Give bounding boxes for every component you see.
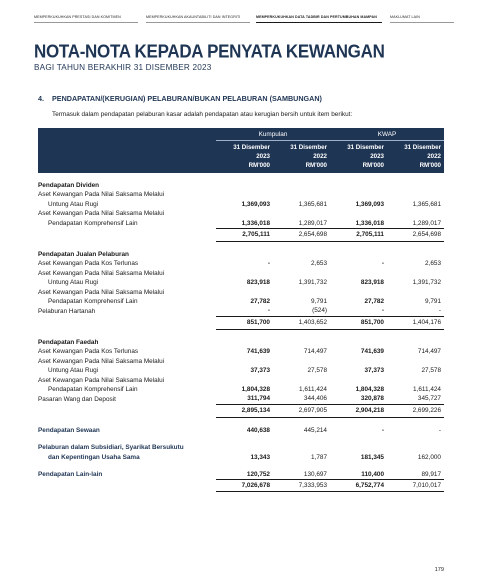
- row-label: Pendapatan Komprehensif Lain: [48, 385, 138, 393]
- table-row: [38, 453, 444, 462]
- header-blank: [38, 128, 216, 141]
- cell-value: 181,345: [360, 453, 384, 461]
- category-heading: Pendapatan Faedah: [38, 338, 99, 346]
- row-label: Aset Kewangan Pada Kos Terlunas: [38, 348, 139, 356]
- subtotal-value: 2,697,905: [273, 404, 330, 417]
- subtotal-value: 2,895,134: [216, 404, 273, 417]
- section-heading: [38, 94, 322, 103]
- category-heading: Pendapatan Lain-lain: [38, 471, 103, 479]
- nav-divider: [34, 22, 138, 23]
- subtotal-value: 2,699,226: [387, 404, 444, 417]
- row-label: Aset Kewangan Pada Nilai Saksama Melalui: [38, 210, 165, 218]
- nav-divider: [390, 22, 454, 23]
- nav-divider: [146, 22, 250, 23]
- financial-table-wrapper: [38, 128, 444, 492]
- col-header-date: 31 Disember: [330, 141, 387, 153]
- cell-value: 1,391,732: [412, 279, 441, 287]
- subtotal-row: [38, 316, 444, 329]
- cell-value: 1,369,093: [355, 200, 384, 208]
- cell-value: 1,289,017: [298, 219, 327, 227]
- table-row: [38, 209, 444, 218]
- cell-value: 9,791: [425, 298, 441, 306]
- nav-item-akauntabiliti[interactable]: MEMPERKUKUHKAN AKAUNTABILITI DAN INTEGRITI: [146, 15, 241, 19]
- subtotal-row: [38, 229, 444, 242]
- row-label: Untung Atau Rugi: [48, 200, 99, 208]
- cell-value: 1,611,424: [299, 385, 327, 393]
- cell-value: 1,369,093: [241, 200, 270, 208]
- subtotal-value: 851,700: [216, 316, 273, 329]
- table-row: [38, 200, 444, 209]
- cell-value: 120,752: [246, 470, 270, 478]
- cell-value: 714,497: [417, 348, 441, 356]
- col-header-unit: RM'000: [330, 161, 387, 173]
- cell-value: 162,000: [417, 453, 441, 461]
- table-row: [38, 219, 444, 229]
- subtotal-value: 851,700: [330, 316, 387, 329]
- col-header-date: 31 Disember: [387, 141, 444, 153]
- table-row: [38, 443, 444, 452]
- cell-value: 27,782: [364, 298, 384, 306]
- table-row: [38, 306, 444, 316]
- section-intro: Termasuk dalam pendapatan pelaburan kasar adalah pendapatan atau kerugian bersih untuk item berikut:: [52, 111, 353, 118]
- cell-value: 741,639: [246, 348, 270, 356]
- category-heading: dan Kepentingan Usaha Sama: [48, 453, 140, 461]
- section-title: PENDAPATAN/(KERUGIAN) PELABURAN/BUKAN PELABURAN (SAMBUNGAN): [52, 94, 322, 103]
- col-header-unit: RM'000: [387, 161, 444, 173]
- category-heading: Pendapatan Dividen: [38, 182, 100, 189]
- col-header-year: 2022: [273, 152, 330, 161]
- grand-total-row: [38, 480, 444, 492]
- row-label: Pendapatan Komprehensif Lain: [48, 219, 138, 227]
- table-row: [38, 426, 444, 435]
- table-row: [38, 357, 444, 366]
- cell-value: -: [381, 307, 384, 315]
- table-row: [38, 338, 444, 347]
- table-row: [38, 376, 444, 385]
- cell-value: 89,917: [421, 470, 441, 478]
- grand-total-value: 7,333,953: [273, 480, 330, 492]
- table-row: [38, 394, 444, 404]
- cell-value: 37,373: [250, 367, 270, 375]
- group-header-kumpulan: Kumpulan: [216, 128, 330, 141]
- col-header-unit: RM'000: [273, 161, 330, 173]
- row-label: Pelaburan Hartanah: [38, 307, 96, 315]
- cell-value: 1,611,424: [413, 385, 441, 393]
- subtotal-value: 1,404,176: [387, 316, 444, 329]
- table-header: [38, 128, 444, 173]
- cell-value: 440,638: [246, 426, 270, 434]
- cell-value: 37,373: [364, 367, 384, 375]
- subtotal-value: 2,705,111: [216, 229, 273, 242]
- table-row: [38, 259, 444, 268]
- cell-value: 1,804,328: [241, 385, 270, 393]
- nav-item-prestasi[interactable]: MEMPERKUKUHKAN PRESTASI DAN KOMITMEN: [34, 15, 121, 19]
- table-row: [38, 385, 444, 394]
- category-heading: Pelaburan dalam Subsidiari, Syarikat Bersukutu: [38, 444, 184, 452]
- financial-table: [38, 128, 444, 492]
- row-label: Pendapatan Komprehensif Lain: [48, 298, 138, 306]
- nav-active-indicator: [256, 22, 382, 23]
- cell-value: 714,497: [303, 348, 327, 356]
- cell-value: 2,653: [311, 260, 327, 268]
- table-body: [38, 173, 444, 492]
- cell-value: 2,653: [425, 260, 441, 268]
- row-label: Aset Kewangan Pada Kos Terlunas: [38, 260, 139, 268]
- cell-value: 1,787: [311, 453, 327, 461]
- table-row: [38, 470, 444, 480]
- cell-value: -: [267, 260, 270, 268]
- cell-value: (524): [312, 307, 327, 315]
- page-number: 179: [434, 567, 444, 573]
- category-heading: Pendapatan Sewaan: [38, 426, 100, 434]
- cell-value: 823,918: [246, 279, 270, 287]
- col-header-unit: RM'000: [216, 161, 273, 173]
- col-header-year: 2023: [330, 152, 387, 161]
- page-subtitle: BAGI TAHUN BERAKHIR 31 DISEMBER 2023: [34, 63, 212, 72]
- cell-value: 1,336,018: [355, 219, 384, 227]
- table-row: [38, 297, 444, 306]
- row-label: Aset Kewangan Pada Nilai Saksama Melalui: [38, 357, 165, 365]
- cell-value: 1,365,681: [298, 200, 327, 208]
- cell-value: 13,343: [250, 453, 270, 461]
- nav-item-maklumat-lain[interactable]: MAKLUMAT LAIN: [390, 15, 420, 19]
- table-row: [38, 278, 444, 287]
- cell-value: 1,365,681: [412, 200, 441, 208]
- cell-value: 27,578: [421, 367, 441, 375]
- cell-value: 1,804,328: [355, 385, 384, 393]
- col-header-date: 31 Disember: [216, 141, 273, 153]
- row-label: Aset Kewangan Pada Nilai Saksama Melalui: [38, 288, 165, 296]
- col-header-year: 2023: [216, 152, 273, 161]
- cell-value: 1,391,732: [298, 279, 327, 287]
- table-row: [38, 190, 444, 199]
- cell-value: -: [438, 307, 441, 315]
- cell-value: 1,289,017: [412, 219, 441, 227]
- grand-total-value: 7,026,678: [216, 480, 273, 492]
- cell-value: 27,782: [250, 298, 270, 306]
- cell-value: 344,406: [303, 395, 327, 403]
- section-number: 4.: [38, 94, 44, 103]
- cell-value: 110,400: [361, 470, 384, 478]
- cell-value: -: [381, 426, 384, 434]
- cell-value: -: [381, 260, 384, 268]
- table-row: [38, 250, 444, 259]
- page-title: NOTA-NOTA KEPADA PENYATA KEWANGAN: [34, 40, 385, 62]
- table-row: [38, 288, 444, 297]
- cell-value: -: [267, 307, 270, 315]
- grand-total-value: 6,752,774: [330, 480, 387, 492]
- cell-value: 741,639: [360, 348, 384, 356]
- col-header-year: 2022: [387, 152, 444, 161]
- grand-total-value: 7,010,017: [387, 480, 444, 492]
- cell-value: 311,794: [247, 395, 270, 403]
- table-row: [38, 366, 444, 375]
- group-header-kwap: KWAP: [330, 128, 444, 141]
- row-label: Aset Kewangan Pada Nilai Saksama Melalui: [38, 191, 165, 199]
- row-label: Untung Atau Rugi: [48, 279, 99, 287]
- cell-value: 320,878: [360, 395, 384, 403]
- cell-value: 130,697: [303, 470, 327, 478]
- cell-value: 823,918: [360, 279, 384, 287]
- row-label: Untung Atau Rugi: [48, 367, 99, 375]
- category-heading: Pendapatan Jualan Pelaburan: [38, 251, 129, 259]
- table-row: [38, 347, 444, 356]
- nav-item-tadbir[interactable]: MEMPERKUKUHKAN DATA TADBIR DAN PERTUMBUHAN MAMPAN: [256, 15, 377, 19]
- subtotal-value: 2,654,698: [387, 229, 444, 242]
- table-row: [38, 269, 444, 278]
- cell-value: 1,336,018: [241, 219, 270, 227]
- table-row: [38, 181, 444, 190]
- title-block: [34, 42, 454, 72]
- subtotal-value: 2,654,698: [273, 229, 330, 242]
- cell-value: 445,214: [303, 426, 327, 434]
- cell-value: 27,578: [307, 367, 327, 375]
- row-label: Pasaran Wang dan Deposit: [38, 395, 116, 403]
- col-header-date: 31 Disember: [273, 141, 330, 153]
- row-label: Aset Kewangan Pada Nilai Saksama Melalui: [38, 269, 165, 277]
- cell-value: 345,727: [417, 395, 441, 403]
- top-navigation: [34, 14, 454, 28]
- subtotal-row: [38, 404, 444, 417]
- subtotal-value: 2,705,111: [330, 229, 387, 242]
- subtotal-value: 2,904,218: [330, 404, 387, 417]
- cell-value: -: [438, 426, 441, 434]
- row-label: Aset Kewangan Pada Nilai Saksama Melalui: [38, 376, 165, 384]
- subtotal-value: 1,403,652: [273, 316, 330, 329]
- cell-value: 9,791: [311, 298, 327, 306]
